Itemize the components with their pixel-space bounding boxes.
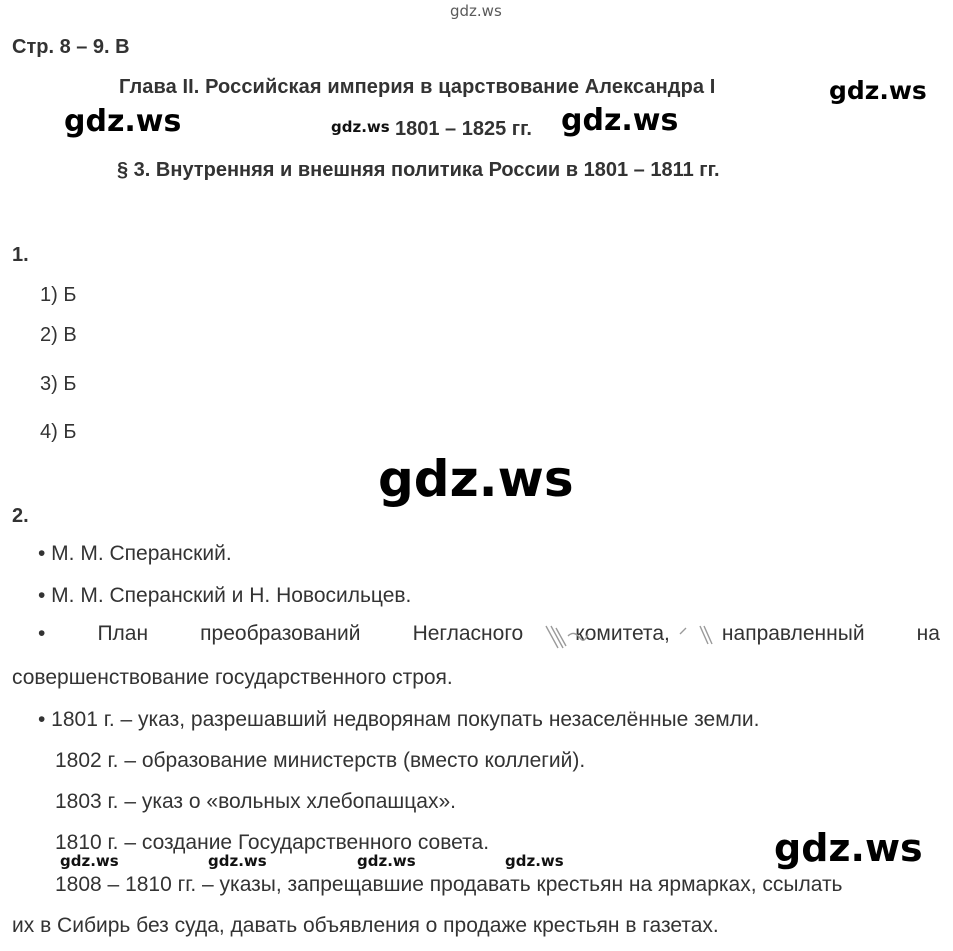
- answer-item: 3) Б: [40, 373, 77, 395]
- event-line: 1802 г. – образование министерств (вместо коллегий).: [55, 749, 586, 772]
- watermark-center: gdz.ws: [378, 450, 574, 508]
- word: Негласного: [412, 622, 524, 645]
- word: преобразований: [200, 622, 361, 645]
- word: направленный: [721, 622, 865, 645]
- word: •: [38, 622, 46, 645]
- bullet-item: • М. М. Сперанский.: [38, 542, 232, 565]
- watermark-footer: gdz.ws: [505, 852, 564, 870]
- event-line: 1803 г. – указ о «вольных хлебопашцах».: [55, 790, 456, 813]
- watermark-header-mid: gdz.ws: [561, 103, 679, 138]
- section-title: § 3. Внутренняя и внешняя политика России в 1801 – 1811 гг.: [117, 159, 720, 181]
- watermark-header-right: gdz.ws: [829, 76, 927, 105]
- page-reference: Стр. 8 – 9. В: [12, 36, 130, 58]
- chapter-years: 1801 – 1825 гг.: [395, 118, 532, 140]
- watermark-header-left: gdz.ws: [64, 104, 182, 139]
- word: комитета,: [575, 622, 670, 645]
- answer-item: 4) Б: [40, 421, 77, 443]
- word: на: [916, 622, 940, 645]
- event-line: 1808 – 1810 гг. – указы, запрещавшие продавать крестьян на ярмарках, ссылать: [55, 873, 843, 896]
- watermark-top: gdz.ws: [450, 2, 502, 20]
- question-1-number: 1.: [12, 244, 29, 266]
- answer-item: 1) Б: [40, 284, 77, 306]
- watermark-footer: gdz.ws: [208, 852, 267, 870]
- watermark-bottom-right: gdz.ws: [774, 826, 923, 870]
- word: План: [97, 622, 149, 645]
- watermark-header-small: gdz.ws: [331, 118, 390, 136]
- event-line: 1810 г. – создание Государственного совета.: [55, 831, 490, 854]
- watermark-scribble: [540, 622, 720, 654]
- bullet-continuation: совершенствование государственного строя.: [12, 666, 453, 689]
- bullet-item: • 1801 г. – указ, разрешавший недворянам покупать незаселённые земли.: [38, 708, 760, 731]
- chapter-title: Глава II. Российская империя в царствование Александра I: [119, 76, 716, 98]
- event-line-continuation: их в Сибирь без суда, давать объявления о продаже крестьян в газетах.: [12, 914, 719, 937]
- question-2-number: 2.: [12, 505, 29, 527]
- bullet-item: • М. М. Сперанский и Н. Новосильцев.: [38, 584, 412, 607]
- bullet-item-justified: [38, 622, 940, 646]
- answer-item: 2) В: [40, 324, 77, 346]
- watermark-footer: gdz.ws: [60, 852, 119, 870]
- watermark-footer: gdz.ws: [357, 852, 416, 870]
